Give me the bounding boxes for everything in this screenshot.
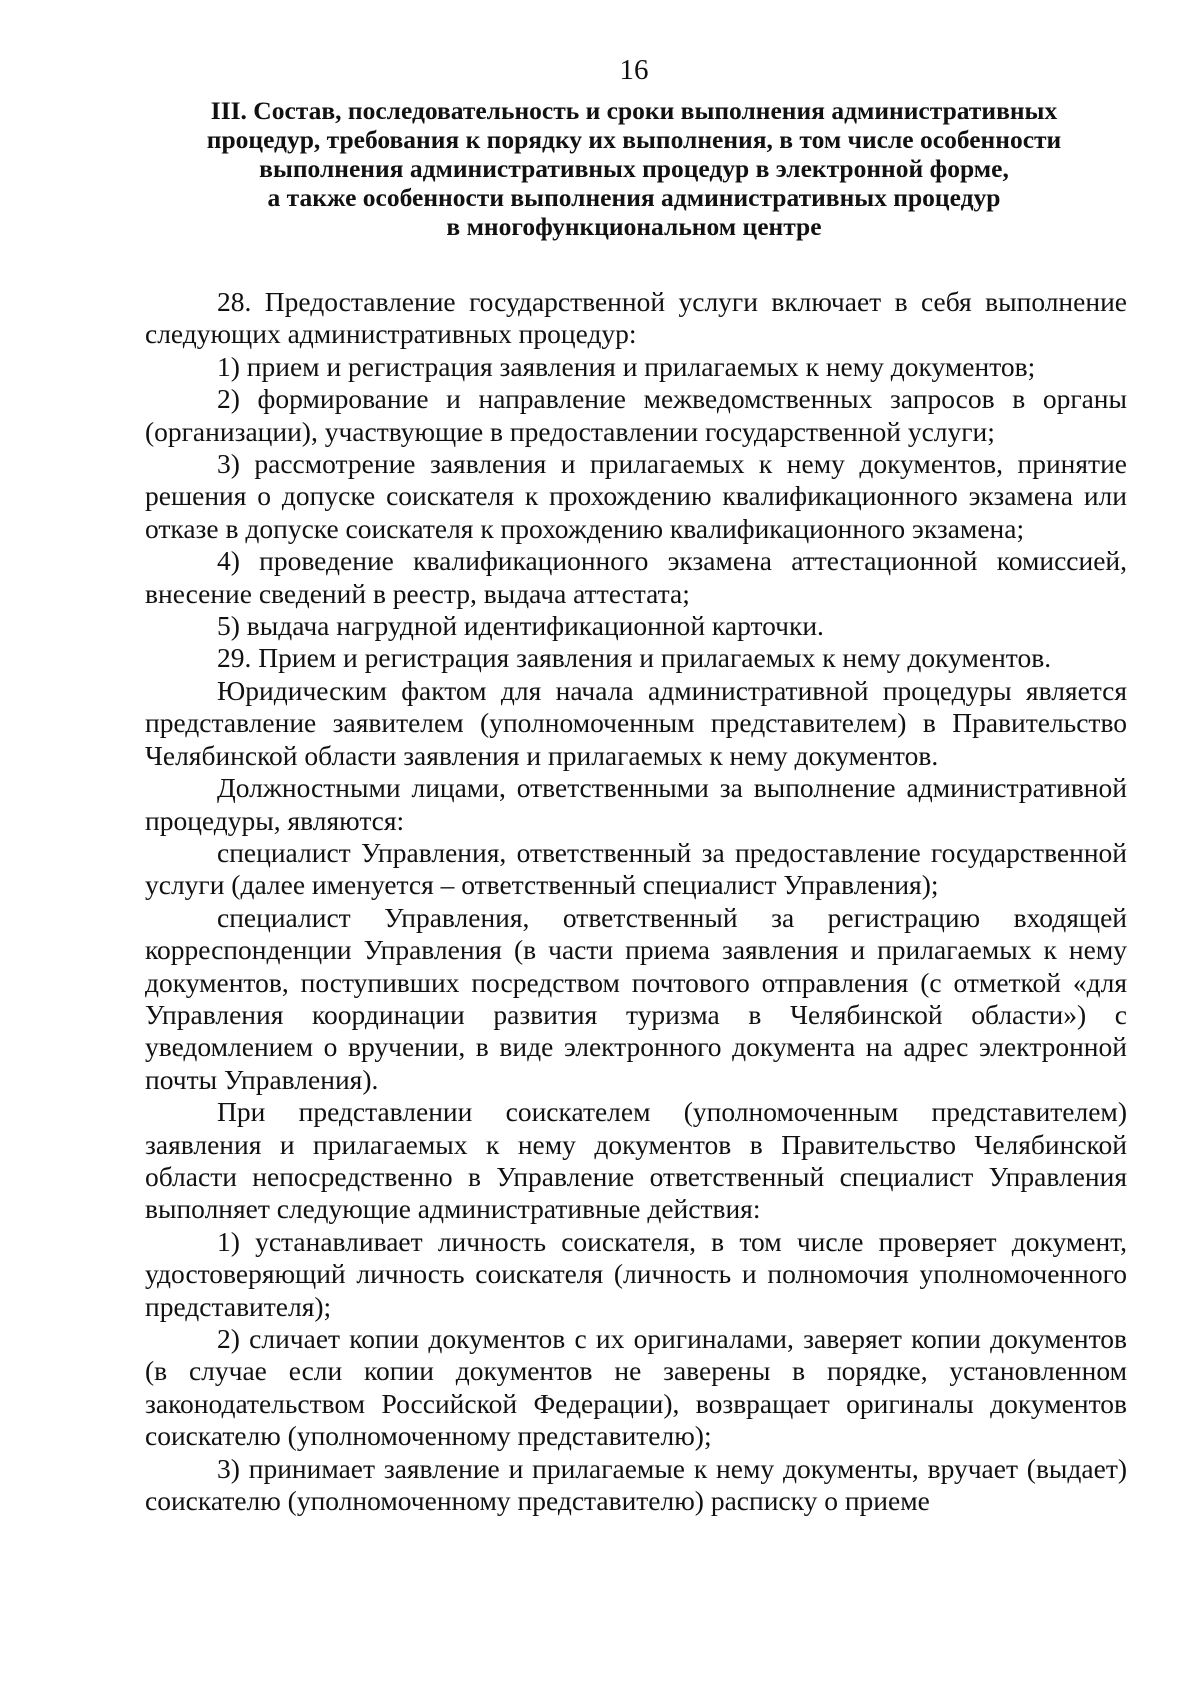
list-item-3: 3) принимает заявление и прилагаемые к нему документы, вручает (выдает) соискателю (уполномоченному представителю) расписку о приеме: [145, 1452, 1127, 1517]
list-item-2: 2) формирование и направление межведомственных запросов в органы (организации), участвующие в предоставлении государственной услуги;: [145, 383, 1127, 447]
list-item-5: 5) выдача нагрудной идентификационной карточки.: [217, 610, 824, 642]
page-number: 16: [619, 54, 649, 86]
list-item-1: 1) прием и регистрация заявления и прилагаемых к нему документов;: [217, 350, 1036, 382]
heading-line: III. Состав, последовательность и сроки выполнения административных: [210, 96, 1058, 125]
paragraph: специалист Управления, ответственный за регистрацию входящей корреспонденции Управления (в части приема заявления и прилагаемых к нему документов, поступивших посредством почтового отправления (с отметкой «для Управления координации развития туризма в Челябинской области») с уведомлением о вручении, в виде электронного документа на адрес электронной почты Управления).: [145, 901, 1127, 1095]
paragraph: Должностными лицами, ответственными за выполнение административной процедуры, являются:: [145, 772, 1127, 836]
list-item-4: 4) проведение квалификационного экзамена аттестационной комиссией, внесение сведений в реестр, выдача аттестата;: [145, 545, 1127, 609]
heading-line: в многофункциональном центре: [446, 212, 822, 241]
paragraph: При представлении соискателем (уполномоченным представителем) заявления и прилагаемых к нему документов в Правительство Челябинской области непосредственно в Управление ответственный специалист Управления выполняет следующие административные действия:: [145, 1096, 1127, 1225]
heading-line: выполнения административных процедур в электронной форме,: [259, 154, 1009, 183]
list-item-2: 2) сличает копии документов с их оригиналами, заверяет копии документов (в случае если копии документов не заверены в порядке, установленном законодательством Российской Федерации), возвращает оригиналы документов соискателю (уполномоченному представителю);: [145, 1323, 1127, 1452]
list-item-1: 1) устанавливает личность соискателя, в том числе проверяет документ, удостоверяющий личность соискателя (личность и полномочия уполномоченного представителя);: [145, 1225, 1127, 1322]
heading-line: процедур, требования к порядку их выполнения, в том числе особенности: [206, 125, 1062, 154]
paragraph: Юридическим фактом для начала административной процедуры является представление заявителем (уполномоченным представителем) в Правительство Челябинской области заявления и прилагаемых к нему документов.: [145, 674, 1127, 771]
heading-line: а также особенности выполнения административных процедур: [267, 183, 1001, 212]
paragraph-28: 28. Предоставление государственной услуги включает в себя выполнение следующих административных процедур:: [145, 286, 1127, 350]
section-heading: [140, 96, 1128, 241]
list-item-3: 3) рассмотрение заявления и прилагаемых к нему документов, принятие решения о допуске соискателя к прохождению квалификационного экзамена или отказе в допуске соискателя к прохождению квалификационного экзамена;: [145, 448, 1127, 544]
paragraph: специалист Управления, ответственный за предоставление государственной услуги (далее именуется – ответственный специалист Управления);: [145, 836, 1127, 901]
document-body: [145, 286, 1127, 1517]
paragraph-29: 29. Прием и регистрация заявления и прилагаемых к нему документов.: [217, 642, 1052, 674]
